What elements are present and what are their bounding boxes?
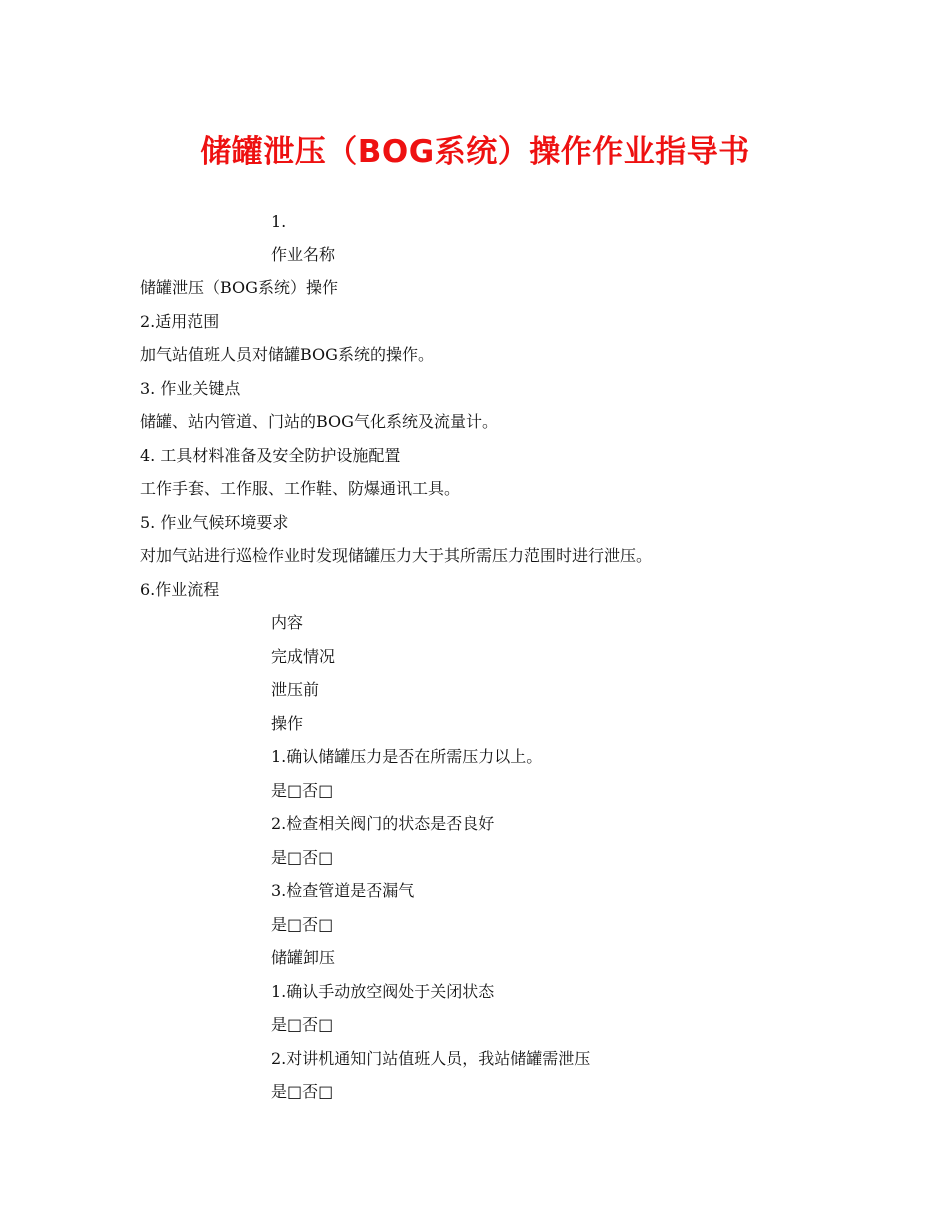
document-title: 储罐泄压（BOG系统）操作作业指导书 [200, 134, 750, 170]
section-5-body: 对加气站进行巡检作业时发现储罐压力大于其所需压力范围时进行泄压。 [140, 546, 653, 565]
process-step-checkbox[interactable]: 是□否□ [271, 915, 334, 934]
process-step-text: 1.确认储罐压力是否在所需压力以上。 [271, 747, 543, 766]
section-3-heading: 3. 作业关键点 [140, 379, 241, 398]
process-step-text: 3.检查管道是否漏气 [271, 881, 415, 900]
process-step-text: 2.对讲机通知门站值班人员，我站储罐需泄压 [271, 1049, 591, 1068]
process-stage-1-subtitle: 操作 [271, 714, 304, 733]
section-4-body: 工作手套、工作服、工作鞋、防爆通讯工具。 [140, 479, 461, 498]
process-column-content: 内容 [271, 613, 304, 632]
process-step-checkbox[interactable]: 是□否□ [271, 1015, 334, 1034]
section-1-number: 1. [271, 212, 287, 231]
section-1-body: 储罐泄压（BOG系统）操作 [140, 278, 338, 297]
process-column-status: 完成情况 [271, 647, 336, 666]
process-step-text: 1.确认手动放空阀处于关闭状态 [271, 982, 495, 1001]
section-6-heading: 6.作业流程 [140, 580, 220, 599]
section-5-heading: 5. 作业气候环境要求 [140, 513, 289, 532]
process-step-text: 2.检查相关阀门的状态是否良好 [271, 814, 495, 833]
process-stage-2-title: 储罐卸压 [271, 948, 336, 967]
section-3-body: 储罐、站内管道、门站的BOG气化系统及流量计。 [140, 412, 498, 431]
section-2-heading: 2.适用范围 [140, 312, 220, 331]
section-2-body: 加气站值班人员对储罐BOG系统的操作。 [140, 345, 434, 364]
section-1-heading: 作业名称 [271, 245, 336, 264]
process-step-checkbox[interactable]: 是□否□ [271, 1082, 334, 1101]
process-step-checkbox[interactable]: 是□否□ [271, 848, 334, 867]
process-step-checkbox[interactable]: 是□否□ [271, 781, 334, 800]
section-4-heading: 4. 工具材料准备及安全防护设施配置 [140, 446, 401, 465]
process-stage-1-title: 泄压前 [271, 680, 320, 699]
